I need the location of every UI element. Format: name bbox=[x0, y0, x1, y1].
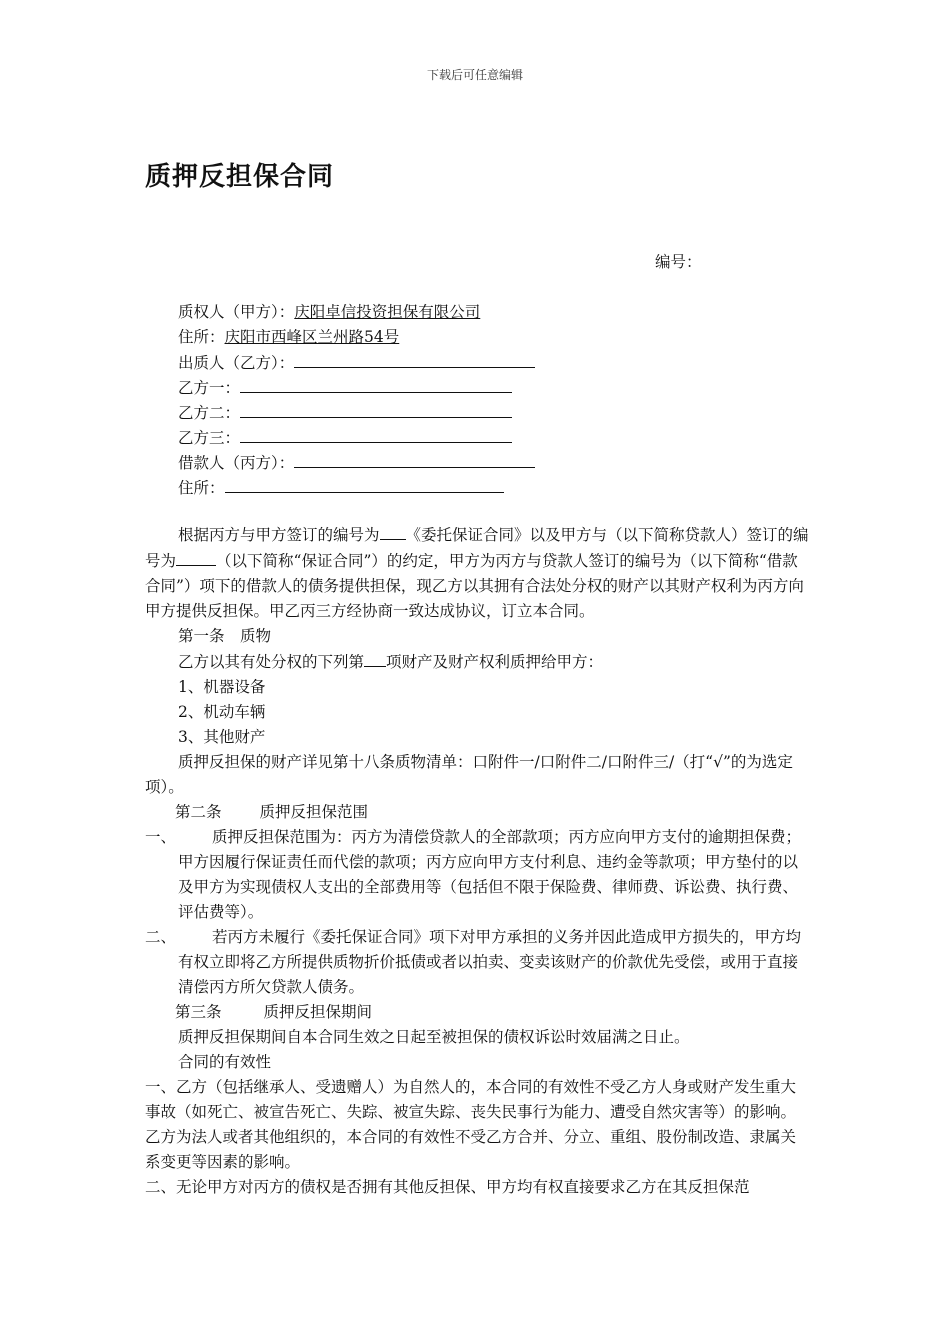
intro-blank-1 bbox=[380, 522, 406, 540]
article1-blank bbox=[364, 649, 386, 667]
borrower-address-blank bbox=[225, 475, 504, 493]
article3-heading-num: 第三条 bbox=[175, 1003, 222, 1021]
validity-heading: 合同的有效性 bbox=[178, 1053, 272, 1071]
party-b1-label: 乙方一： bbox=[178, 379, 241, 397]
contract-body bbox=[145, 522, 810, 1200]
borrower-address-line bbox=[178, 475, 535, 500]
article1-line-b: 项财产及财产权利质押给甲方： bbox=[386, 653, 604, 671]
party-b3-label: 乙方三： bbox=[178, 429, 241, 447]
article2-heading-text: 质押反担保范围 bbox=[259, 803, 369, 821]
article1-item-2: 2、机动车辆 bbox=[178, 703, 266, 721]
intro-blank-2 bbox=[176, 548, 216, 566]
article2-item2-text: 若丙方未履行《委托保证合同》项下对甲方承担的义务并因此造成甲方损失的，甲方均有权立即将乙方所提供质物折价抵债或者以拍卖、变卖该财产的价款优先受偿，或用于直接清偿丙方所欠贷款人债务。 bbox=[178, 928, 802, 996]
pledgee-value: 庆阳卓信投资担保有限公司 bbox=[294, 303, 481, 321]
article2-item1-text: 质押反担保范围为：丙方为清偿贷款人的全部款项；丙方应向甲方支付的逾期担保费；甲方因履行保证责任而代偿的款项；丙方应向甲方支付利息、违约金等款项；甲方垫付的以及甲方为实现债权人支出的全部费用等（包括但不限于保险费、律师费、诉讼费、执行费、评估费等）。 bbox=[178, 828, 802, 921]
borrower-label: 借款人（丙方）： bbox=[178, 454, 295, 472]
party-b2-line bbox=[178, 400, 535, 425]
article2-heading bbox=[145, 800, 810, 825]
intro-part2: 《委托保证合同》以及甲方与（以下简称贷款人）签订的编号为 bbox=[145, 526, 809, 570]
contract-number-label: 编号： bbox=[655, 253, 702, 271]
article2-item2-num: 二、 bbox=[145, 928, 177, 946]
party-b2-label: 乙方二： bbox=[178, 404, 241, 422]
pledgor-label: 出质人（乙方）： bbox=[178, 354, 295, 372]
article3-heading bbox=[145, 1000, 810, 1025]
borrower-blank bbox=[294, 450, 535, 468]
address-label: 住所： bbox=[178, 328, 225, 346]
borrower-address-label: 住所： bbox=[178, 479, 225, 497]
pledgor-line bbox=[178, 350, 535, 375]
pledgee-line bbox=[178, 300, 535, 325]
borrower-line bbox=[178, 450, 535, 475]
address-line bbox=[178, 325, 535, 350]
intro-part3: （以下简称“保证合同”）的约定，甲方为丙方与贷款人签订的编号为（以下简称“借款合同”）项下的借款人的债务提供担保，现乙方以其拥有合法处分权的财产以其财产权利为丙方向甲方提供反担保。甲乙丙三方经协商一致达成协议，订立本合同。 bbox=[145, 552, 804, 620]
party-b1-blank bbox=[240, 375, 512, 393]
article2-item-1 bbox=[145, 825, 810, 925]
party-b3-blank bbox=[240, 425, 512, 443]
article1-heading: 第一条 质物 bbox=[178, 627, 272, 645]
article1-item-1: 1、机器设备 bbox=[178, 678, 266, 696]
pledgor-blank bbox=[294, 350, 535, 368]
article2-item-2 bbox=[145, 925, 810, 1000]
address-value: 庆阳市西峰区兰州路54号 bbox=[224, 328, 400, 346]
intro-paragraph bbox=[145, 522, 810, 624]
header-note: 下载后可任意编辑 bbox=[426, 68, 523, 82]
article3-heading-text: 质押反担保期间 bbox=[263, 1003, 373, 1021]
validity-item-1: 一、乙方（包括继承人、受遗赠人）为自然人的，本合同的有效性不受乙方人身或财产发生重大事故（如死亡、被宣告死亡、失踪、被宣失踪、丧失民事行为能力、遭受自然灾害等）的影响。乙方为法人或者其他组织的，本合同的有效性不受乙方合并、分立、重组、股份制改造、隶属关系变更等因素的影响。 bbox=[145, 1078, 797, 1171]
intro-part1: 根据丙方与甲方签订的编号为 bbox=[178, 526, 380, 544]
article2-heading-num: 第二条 bbox=[175, 803, 222, 821]
pledgee-label: 质权人（甲方）： bbox=[178, 303, 295, 321]
article1-detail: 质押反担保的财产详见第十八条质物清单：口附件一/口附件二/口附件三/（打“√”的为选定项）。 bbox=[145, 753, 793, 796]
document-title: 质押反担保合同 bbox=[145, 162, 335, 192]
article1-line bbox=[145, 649, 810, 675]
article1-item-3: 3、其他财产 bbox=[178, 728, 266, 746]
article3-text: 质押反担保期间自本合同生效之日起至被担保的债权诉讼时效届满之日止。 bbox=[178, 1028, 690, 1046]
party-b2-blank bbox=[240, 400, 512, 418]
article2-item1-num: 一、 bbox=[145, 828, 177, 846]
parties-block bbox=[178, 300, 535, 500]
party-b3-line bbox=[178, 425, 535, 450]
article1-line-a: 乙方以其有处分权的下列第 bbox=[178, 653, 365, 671]
validity-item-2: 二、无论甲方对丙方的债权是否拥有其他反担保、甲方均有权直接要求乙方在其反担保范 bbox=[145, 1178, 750, 1196]
party-b1-line bbox=[178, 375, 535, 400]
